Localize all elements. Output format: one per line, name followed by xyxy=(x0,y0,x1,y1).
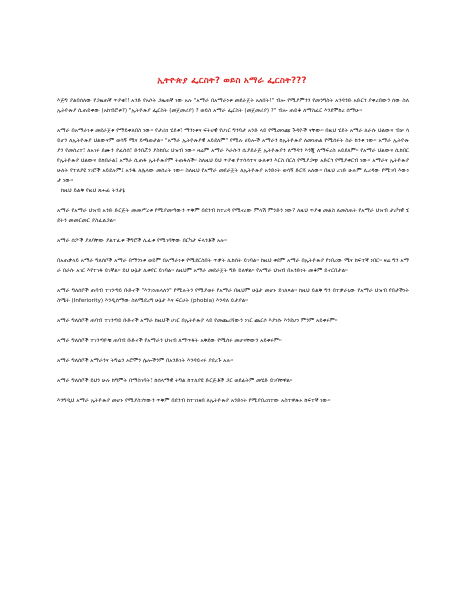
paragraph-4: አማራ የአማራ ህዝብ አንድ ድርጅት መመሥረቱ የሚያመጣውን ጥቅም በደንብ ከተረዳ የሚኖረው ምላሽ ምንድን ነው? ለዚህ ጥያቄ መልስ ለመስጠት የአማራ ህዝብ ታሪካዊ ሂደትን መመርመር ያስፈልጋል። xyxy=(57,208,409,224)
paragraph-6: በአጠቃላይ አማራ ግለሰቦች አማራ በማንነቱ ወይም በአማራነቱ የሚደርስበት ጥቃት ሊከሰት ይገባል። ከዚህ ቀደም አማራ በኢትዮጵያ የነበረው ሚና ከፍተኛ ነበር። ዛሬ ግን አማራ በራሱ አገር እየተገፋ ይገኛል። ይህ ሁኔታ ሊቀየር ይገባል። ለዚህም አማራ መደራጀት ግድ ይለዋል። የአማራ ህዝብ በአንድነት መቆም ይኖርበታል። xyxy=(57,258,409,274)
paragraph-1: እጅግ ያልበሰለው የጋዜጠኛ ጥያቄ!! አንድ የአሶት ጋዜጠኛ ነው አሉ "አማራ በአማራነቱ መደራጀት አለበት!" ብሎ የሚያምንን የመንግስት አንዳንድ አድርጎ ያቀረበውን ሰው ስለ ኢትዮጵያ ሲጠይቀው (አከብሮቱ?) "ኢትዮጵያ ፌርስት (መጀመሪያ) ? ወይስ አማራ ፌርስት (መጀመሪያ) ?" ብሎ ጠይቆ ለማስፈር እንደሞከረ ሰማሁ። xyxy=(57,98,409,114)
paragraph-11: አማራ ግለሰቦች ይህን ሁሉ ከግምት በማስገባት፣ ከሰላማዊ ትግል ከተለያዩ ድርጅቶች ጋር ወደፊትም መሄድ ይገባቸዋል። xyxy=(57,378,293,384)
paragraph-10: አማራ ግለሰቦች አማራንና ትግሬን ኦሮሞን ሌሎችንም በአንድነት እንዳይኖሩ ያደረጉ አሉ። xyxy=(57,358,234,364)
paragraph-8: አማራ ግለሰቦች ጠባብ ተገንጣይ ቡድኖች አማራ ከዚህች ሀገር በኢትዮጵያ ላይ የመጨረሻውን ነገር ጨርሶ እያነሱ እንደሆነ ምንም አይቀሩም። xyxy=(57,318,338,324)
paragraph-3: ከዚህ ይልቅ የዚህ ጸሐፊ ትንታኔ xyxy=(61,188,125,194)
document-title: ኢትዮጵያ ፌርስት? ወይስ አማራ ፌርስት??? xyxy=(157,76,307,86)
paragraph-7: አማራ ግለሰቦች ጠባብ ተገንጣይ ቡድኖች "እንገነጠላለን" የሚሉትን የሚያወሩ የአማራ በዚህም ሁኔታ መሆኑ ይገለጻል። ከዚህ ይልቅ ግን በተቃራኒው የአማራ ህዝብ የበታችነት ስሜት (Inferiority) እንዲሰማው ስለሚደረግ ሁኔታ እና ፍርሀት (phobia) እንዳለ ይታያል። xyxy=(57,288,409,304)
paragraph-9: አማራ ግለሰቦች ተገንጣዮቹ ጠባብ ቡድኖች የአማራን ህዝብ ለማጥፋት አቅደው የሚሰሩ መሆናቸውን አይቀሩም። xyxy=(57,338,282,344)
document-body xyxy=(57,96,409,406)
paragraph-5: አማራ ሰፖች ያለባቸው ያልተፈቱ ችግሮች ሊፈቱ የሚገባቸው በርካታ ፍላጎቶች አሉ። xyxy=(57,238,227,244)
paragraph-12: እንግዲህ አማራ ኢትዮጵያ መሆኑ የሚያስገኘውን ጥቅም በደንብ ከተገነዘበ ለኢትዮጵያ አንድነት የሚያበረክተው አስተዋጽኦ ከፍተኛ ነው። xyxy=(57,398,331,404)
paragraph-2: አማራ በአማራነቱ መደራጀቱ የማይቀለበስ ነው። የታሪክ ሂደቱ፣ ማንነቱና ፍትሀዊ የሀገር ግንባታ አንድ ላይ የሚመነጩ ጉዳዮች ናቸው። በዚህ ሂደት አማራ ለራሱ ህልውና ብቻ ሳይሆን ለኢትዮጵያ ህልውናም ወሳኝ ሚና ይጫወታል። "አማራ ኢትዮጵያዊ አይደለም" የሚሉ ሀይሎች አማራን ከኢትዮጵያ ለመነጠል የሚሰሩት ስራ ከንቱ ነው። አማራ ኢትዮጵያን የመሰረተ፣ ለአገሩ ደሙን ያፈሰሰ፣ ድንበሯን ያስከበረ ህዝብ ነው። ዛሬም አማራ እራሱን ሲያደራጅ ኢትዮጵያን ለማዳን እንጂ ለማፍረስ አይደለም። የአማራ ህልውና ሲከበር የኢትዮጵያ ህልውና ይከበራል፤ አማራ ሲጠፋ ኢትዮጵያም ትጠፋለች። ስለዚህ ይህ ጥያቄ የተሳሳተና ሁለቱን እርስ በርስ የሚያጋጭ አድርጎ የሚያቀርብ ነው። አማራና ኢትዮጵያ ሁለት የተለያዩ ነገሮች አይደሉም፤ አንዱ ለሌላው መሰረት ነው። ስለዚህ የአማራ መደራጀት ለኢትዮጵያ አንድነት ወሳኝ ድርሻ አለው። በዚህ ረገድ ሁሉም ሊረዳው የሚገባ እውነታ ነው። xyxy=(57,128,409,184)
